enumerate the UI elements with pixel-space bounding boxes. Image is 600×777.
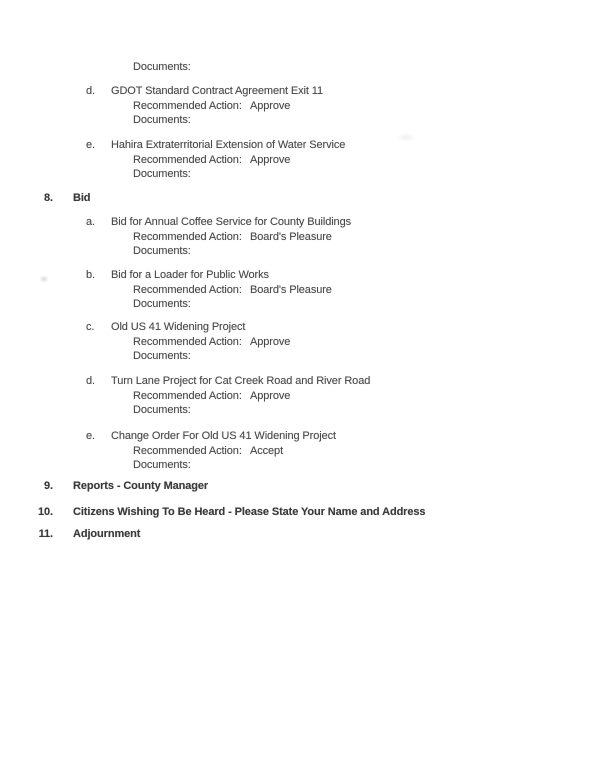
recommended-action-label: Recommended Action: (133, 154, 242, 166)
documents-label: Documents: (133, 245, 191, 257)
recommended-action-row (133, 389, 290, 404)
recommended-action-value: Board's Pleasure (250, 231, 332, 243)
scan-speck (39, 275, 49, 283)
section-number: 8. (44, 192, 53, 204)
recommended-action-row (133, 99, 290, 114)
documents-row (133, 60, 250, 75)
agenda-item-title-row (86, 320, 245, 335)
item-title: Hahira Extraterritorial Extension of Water Service (111, 139, 346, 151)
documents-row (133, 458, 250, 473)
section-number: 9. (44, 480, 53, 492)
documents-label: Documents: (133, 168, 191, 180)
agenda-section-row (0, 505, 600, 520)
section-title: Citizens Wishing To Be Heard - Please State Your Name and Address (73, 506, 426, 518)
item-title: GDOT Standard Contract Agreement Exit 11 (111, 85, 324, 97)
item-title: Change Order For Old US 41 Widening Project (111, 430, 336, 442)
recommended-action-label: Recommended Action: (133, 100, 242, 112)
agenda-item-title-row (86, 84, 323, 99)
agenda-item-title-row (86, 138, 345, 153)
documents-label: Documents: (133, 61, 191, 73)
agenda-section-row (0, 527, 600, 542)
section-number: 11. (38, 528, 53, 540)
item-letter: b. (86, 269, 95, 281)
agenda-item-title-row (86, 429, 336, 444)
section-title: Reports - County Manager (73, 480, 209, 492)
item-title: Bid for a Loader for Public Works (111, 269, 269, 281)
documents-label: Documents: (133, 298, 191, 310)
documents-label: Documents: (133, 350, 191, 362)
section-title: Adjournment (73, 528, 141, 540)
recommended-action-value: Approve (250, 336, 291, 348)
documents-label: Documents: (133, 459, 191, 471)
scan-smudge (396, 133, 416, 142)
recommended-action-row (133, 444, 283, 459)
recommended-action-value: Board's Pleasure (250, 284, 332, 296)
item-letter: d. (86, 375, 95, 387)
documents-row (133, 297, 250, 312)
documents-label: Documents: (133, 404, 191, 416)
recommended-action-row (133, 153, 290, 168)
agenda-section-row (0, 479, 600, 494)
section-number: 10. (38, 506, 53, 518)
agenda-item-title-row (86, 215, 351, 230)
documents-label: Documents: (133, 114, 191, 126)
documents-row (133, 349, 250, 364)
section-title: Bid (73, 192, 91, 204)
documents-row (133, 403, 250, 418)
documents-row (133, 167, 250, 182)
recommended-action-value: Approve (250, 100, 291, 112)
recommended-action-label: Recommended Action: (133, 231, 242, 243)
recommended-action-label: Recommended Action: (133, 390, 242, 402)
recommended-action-row (133, 283, 332, 298)
item-letter: e. (86, 139, 95, 151)
recommended-action-value: Accept (250, 445, 284, 457)
agenda-item-title-row (86, 374, 370, 389)
item-title: Bid for Annual Coffee Service for County Buildings (111, 216, 351, 228)
documents-row (133, 244, 250, 259)
item-letter: d. (86, 85, 95, 97)
item-letter: a. (86, 216, 95, 228)
recommended-action-label: Recommended Action: (133, 445, 242, 457)
recommended-action-value: Approve (250, 390, 291, 402)
item-letter: e. (86, 430, 95, 442)
item-title: Turn Lane Project for Cat Creek Road and River Road (111, 375, 371, 387)
recommended-action-row (133, 230, 332, 245)
agenda-item-title-row (86, 268, 269, 283)
documents-row (133, 113, 250, 128)
recommended-action-row (133, 335, 290, 350)
recommended-action-label: Recommended Action: (133, 336, 242, 348)
item-letter: c. (86, 321, 95, 333)
recommended-action-label: Recommended Action: (133, 284, 242, 296)
recommended-action-value: Approve (250, 154, 291, 166)
agenda-section-row (0, 191, 600, 206)
item-title: Old US 41 Widening Project (111, 321, 246, 333)
